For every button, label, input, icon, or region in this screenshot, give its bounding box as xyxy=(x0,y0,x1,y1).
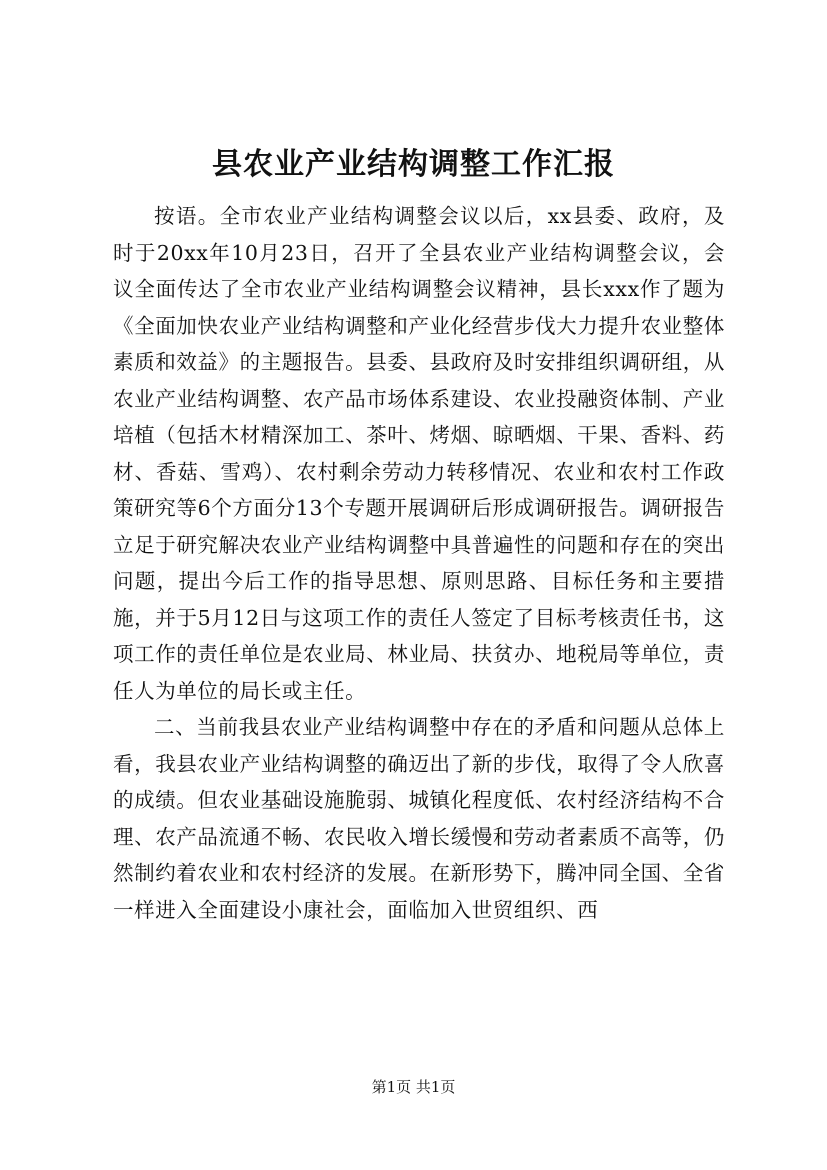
document-title: 县农业产业结构调整工作汇报 xyxy=(212,147,615,182)
document-body xyxy=(113,198,725,928)
paragraph-foreword: 按语。全市农业产业结构调整会议以后，xx县委、政府，及时于20xx年10月23日，召开了全县农业产业结构调整会议，会议全面传达了全市农业产业结构调整会议精神，县长xxx作了题为《全面加快农业产业结构调整和产业化经营步伐大力提升农业整体素质和效益》的主题报告。县委、县政府及时安排组织调研组，从农业产业结构调整、农产品市场体系建设、农业投融资体制、产业培植（包括木材精深加工、茶叶、烤烟、晾晒烟、干果、香料、药材、香菇、雪鸡）、农村剩余劳动力转移情况、农业和农村工作政策研究等6个方面分13个专题开展调研后形成调研报告。调研报告立足于研究解决农业产业结构调整中具普遍性的问题和存在的突出问题，提出今后工作的指导思想、原则思路、目标任务和主要措施，并于5月12日与这项工作的责任人签定了目标考核责任书，这项工作的责任单位是农业局、林业局、扶贫办、地税局等单位，责任人为单位的局长或主任。 xyxy=(113,204,725,703)
paragraph-section-two: 二、当前我县农业产业结构调整中存在的矛盾和问题从总体上看，我县农业产业结构调整的确迈出了新的步伐，取得了令人欣喜的成绩。但农业基础设施脆弱、城镇化程度低、农村经济结构不合理、农产品流通不畅、农民收入增长缓慢和劳动者素质不高等，仍然制约着农业和农村经济的发展。在新形势下，腾冲同全国、全省一样进入全面建设小康社会，面临加入世贸组织、西 xyxy=(113,715,725,922)
page-footer: 第1页 共1页 xyxy=(371,1078,456,1096)
